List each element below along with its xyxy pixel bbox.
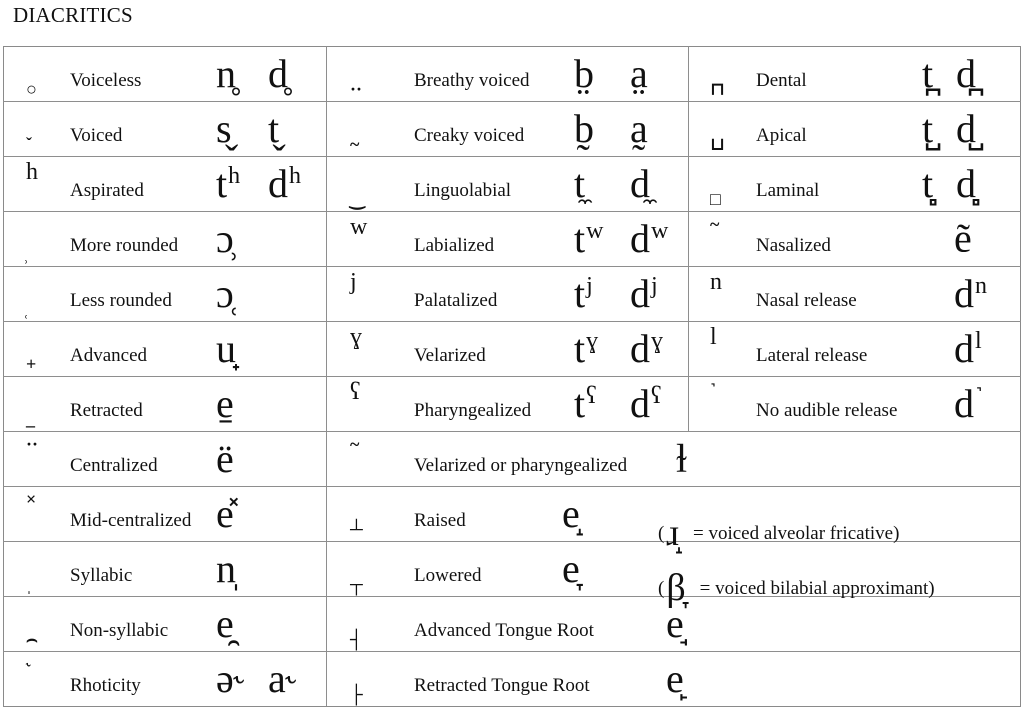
example-base: d	[954, 381, 974, 426]
diacritic-label: Lowered	[414, 565, 482, 586]
example-symbol: a˞	[268, 656, 300, 701]
superscript-j-icon: j	[350, 269, 357, 295]
seagull-below-icon: ‿	[350, 189, 365, 209]
example-symbol: ə˞	[216, 656, 248, 701]
x-above-icon: ×	[26, 489, 37, 509]
example-symbol: s̬	[216, 106, 232, 151]
tilde-below-icon: ~	[350, 134, 360, 154]
diacritic-row	[5, 321, 324, 376]
example-symbol	[954, 381, 983, 426]
diacritic-label: Voiceless	[70, 70, 142, 91]
example-symbol: e̙	[666, 656, 684, 701]
diacritic-label: Pharyngealized	[414, 400, 532, 421]
example-symbol: b̤	[574, 51, 594, 96]
example-symbol: e̯	[216, 601, 234, 646]
diacritic-label: Advanced	[70, 345, 148, 366]
diacritic-label: Breathy voiced	[414, 70, 530, 91]
example-superscript: j	[586, 273, 593, 299]
example-symbol: d̪	[956, 51, 976, 96]
note-open-paren: (	[658, 578, 665, 599]
example-symbol: ẽ	[954, 216, 972, 261]
down-tack-below-icon: ┬	[350, 574, 363, 594]
note-open-paren: (	[658, 523, 665, 544]
diacritic-label: Aspirated	[70, 180, 144, 201]
example-symbol: d̺	[956, 106, 976, 151]
diacritic-label: Less rounded	[70, 290, 172, 311]
diacritic-label: Palatalized	[414, 290, 498, 311]
example-symbol: b̰	[574, 106, 594, 151]
example-superscript: h	[228, 163, 241, 189]
inverted-bridge-below-icon: ⊔	[710, 134, 726, 154]
diacritic-label: Retracted Tongue Root	[414, 675, 590, 696]
superscript-pharyngeal-icon: ʕ	[350, 379, 361, 405]
tilde-through-icon: ~	[350, 434, 360, 454]
example-superscript: ˺	[975, 383, 983, 409]
example-symbol: t̪	[922, 51, 934, 96]
example-superscript: j	[651, 273, 658, 299]
diaeresis-icon: ··	[26, 434, 39, 454]
example-symbol	[630, 271, 658, 316]
diaeresis-below-icon: ··	[350, 79, 363, 99]
example-base: d	[630, 381, 650, 426]
minus-below-icon: _	[26, 409, 35, 429]
example-symbol: a̰	[630, 106, 648, 151]
diacritic-label: Nasalized	[756, 235, 831, 256]
diacritic-label: Retracted	[70, 400, 143, 421]
example-base: d	[954, 271, 974, 316]
example-symbol: d̥	[268, 51, 288, 96]
diacritic-label: More rounded	[70, 235, 179, 256]
example-symbol: e̠	[216, 381, 234, 426]
example-superscript: ʕ	[586, 383, 597, 409]
example-base: t	[574, 271, 586, 316]
diacritic-label: Raised	[414, 510, 466, 531]
superscript-h-icon: h	[26, 159, 38, 185]
example-base: t	[574, 216, 586, 261]
note-symbol: β̞	[666, 567, 686, 609]
example-symbol	[268, 161, 301, 206]
example-symbol: e̘	[666, 601, 684, 646]
example-symbol: ɔ̹	[216, 216, 234, 261]
example-symbol	[574, 326, 599, 371]
example-symbol: ë	[216, 436, 234, 481]
example-symbol	[574, 271, 593, 316]
example-symbol: n̩	[216, 546, 236, 591]
diacritic-label: Linguolabial	[414, 180, 512, 201]
rhotic-hook-icon: ˞	[26, 654, 32, 674]
diacritic-label: Advanced Tongue Root	[414, 620, 594, 641]
example-base: t	[574, 326, 586, 371]
example-symbol: a̤	[630, 51, 648, 96]
plus-below-icon: +	[26, 354, 37, 374]
diacritic-label: Lateral release	[756, 345, 868, 366]
example-superscript: n	[975, 273, 987, 299]
example-symbol: ɔ̜	[216, 271, 234, 316]
example-base: d	[268, 161, 288, 206]
example-base: d	[630, 271, 650, 316]
diacritic-label: Velarized or pharyngealized	[414, 455, 628, 476]
example-symbol: e̞	[562, 546, 580, 591]
example-symbol: e̝	[562, 491, 580, 536]
diacritic-label: Nasal release	[756, 290, 857, 311]
example-symbol	[630, 381, 662, 426]
superscript-n-icon: n	[710, 269, 722, 295]
diacritic-label: No audible release	[756, 400, 898, 421]
example-base: t	[574, 381, 586, 426]
bridge-below-icon: ⊓	[710, 79, 726, 99]
example-superscript: ɣ	[651, 328, 663, 354]
example-superscript: w	[586, 218, 604, 244]
example-symbol	[954, 271, 987, 316]
diacritic-label: Velarized	[414, 345, 486, 366]
diacritic-label: Mid-centralized	[70, 510, 192, 531]
example-symbol: t̼	[574, 161, 586, 206]
no-audible-release-icon: ˺	[710, 379, 716, 399]
example-superscript: ɣ	[586, 328, 599, 354]
note-text: = voiced alveolar fricative)	[692, 523, 900, 544]
example-symbol	[574, 216, 604, 261]
example-base: d	[630, 326, 650, 371]
diacritic-label: Laminal	[756, 180, 820, 201]
example-symbol	[574, 381, 597, 426]
example-superscript: w	[651, 218, 669, 244]
diacritic-label: Rhoticity	[70, 675, 141, 696]
example-symbol: e̽	[216, 491, 234, 536]
example-base: t	[216, 161, 228, 206]
diacritic-label: Centralized	[70, 455, 158, 476]
diacritic-label: Creaky voiced	[414, 125, 525, 146]
note-text: = voiced bilabial approximant)	[699, 578, 935, 599]
ring-below-icon: ○	[26, 79, 37, 99]
page-title: DIACRITICS	[13, 3, 133, 27]
example-symbol	[630, 216, 669, 261]
diacritic-row	[5, 541, 324, 596]
column-divider	[326, 46, 327, 706]
example-superscript: h	[289, 163, 301, 189]
example-superscript: l	[975, 328, 982, 354]
diacritic-label: Syllabic	[70, 565, 133, 586]
example-base: d	[630, 216, 650, 261]
diacritic-row	[5, 376, 324, 431]
example-symbol: n̥	[216, 51, 236, 96]
example-symbol	[954, 326, 982, 371]
inverted-breve-below-icon: ⌢	[26, 629, 38, 649]
diacritic-label: Labialized	[414, 235, 495, 256]
example-symbol: t̬	[268, 106, 280, 151]
square-below-icon: □	[710, 189, 721, 209]
column-divider	[688, 46, 689, 431]
superscript-w-icon: w	[350, 214, 368, 240]
up-tack-below-icon: ┴	[350, 519, 363, 539]
caron-below-icon: ˇ	[26, 134, 32, 154]
superscript-gamma-icon: ɣ	[350, 324, 362, 350]
left-tack-below-icon: ┤	[350, 629, 363, 649]
diacritic-label: Voiced	[70, 125, 123, 146]
note-symbol: ɹ̝	[666, 512, 679, 554]
superscript-l-icon: l	[710, 324, 717, 350]
diacritic-row	[5, 431, 324, 486]
diacritic-label: Non-syllabic	[70, 620, 169, 641]
example-superscript: ʕ	[651, 383, 662, 409]
example-symbol	[216, 161, 241, 206]
tilde-above-icon: ~	[710, 214, 720, 234]
diacritic-label: Dental	[756, 70, 807, 91]
example-symbol: u̟	[216, 326, 236, 371]
right-tack-below-icon: ├	[350, 684, 363, 704]
example-symbol: ɫ	[676, 436, 688, 481]
vertical-line-below-icon: ˌ	[26, 574, 32, 594]
diacritic-label: Apical	[756, 125, 807, 146]
example-symbol: t̻	[922, 161, 934, 206]
example-symbol: d̼	[630, 161, 650, 206]
example-symbol: d̻	[956, 161, 976, 206]
example-symbol: t̺	[922, 106, 934, 151]
example-base: d	[954, 326, 974, 371]
example-symbol	[630, 326, 663, 371]
